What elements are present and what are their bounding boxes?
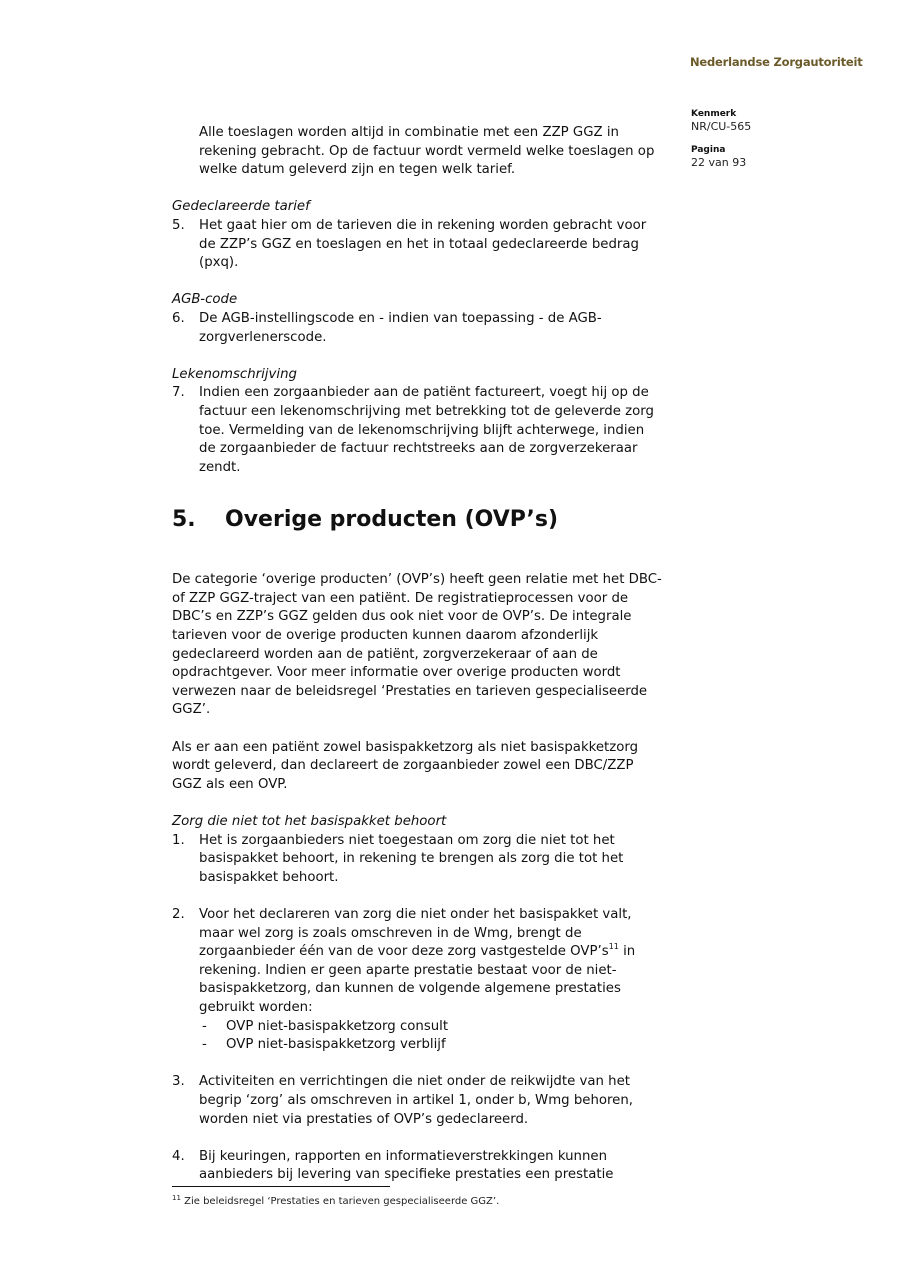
intro-paragraph: [172, 124, 692, 180]
bullet-text: OVP niet-basispakketzorg verblijf: [226, 1037, 446, 1053]
list-number: 2.: [172, 906, 185, 922]
bullet-marker: -: [202, 1037, 207, 1053]
text-line: Het gaat hier om de tarieven die in rekening worden gebracht voor: [199, 217, 647, 233]
text-line: (pxq).: [199, 255, 239, 271]
text-line: basispakket behoort.: [199, 869, 339, 885]
text-line: DBC’s en ZZP’s GGZ gelden dus ook niet voor de OVP’s. De integrale: [172, 609, 632, 625]
text-fragment: in: [618, 944, 636, 960]
text-line: Als er aan een patiënt zowel basispakketzorg als niet basispakketzorg: [172, 739, 639, 755]
text-line: toe. Vermelding van de lekenomschrijving blijft achterwege, indien: [199, 422, 645, 438]
footnote-separator: [172, 1186, 390, 1187]
text-line: De categorie ‘overige producten’ (OVP’s) heeft geen relatie met het DBC-: [172, 572, 662, 588]
footnote-text: Zie beleidsregel ‘Prestaties en tarieven gespecialiseerde GGZ’.: [184, 1196, 500, 1207]
footnote-number: 11: [172, 1194, 181, 1202]
kenmerk-value: NR/CU-565: [691, 120, 752, 133]
text-line: Bij keuringen, rapporten en informatieverstrekkingen kunnen: [199, 1148, 607, 1164]
pagina-block: [691, 145, 746, 169]
text-line: verwezen naar de beleidsregel ‘Prestaties en tarieven gespecialiseerde: [172, 683, 648, 699]
text-line: de ZZP’s GGZ en toeslagen en het in totaal gedeclareerde bedrag: [199, 236, 639, 252]
text-line: welke datum geleverd zijn en tegen welk tarief.: [199, 162, 516, 178]
text-line: rekening gebracht. Op de factuur wordt vermeld welke toeslagen op: [199, 143, 655, 159]
text-line: Voor het declareren van zorg die niet onder het basispakket valt,: [199, 906, 632, 922]
kenmerk-block: [691, 109, 751, 133]
chapter-heading: [172, 507, 692, 533]
text-line: worden niet via prestaties of OVP’s gedeclareerd.: [199, 1111, 529, 1127]
chapter-paragraph: [172, 571, 692, 720]
subheading-gedeclareerde-tarief: Gedeclareerde tarief: [172, 199, 310, 215]
bullet-text: OVP niet-basispakketzorg consult: [226, 1018, 449, 1034]
text-line: Activiteiten en verrichtingen die niet onder de reikwijdte van het: [199, 1074, 630, 1090]
kenmerk-label: Kenmerk: [691, 109, 737, 119]
list-item: [172, 384, 692, 477]
list-item: [172, 906, 692, 1018]
text-line: of ZZP GGZ-traject van een patiënt. De registratieprocessen voor de: [172, 590, 629, 606]
text-line: zorgverlenerscode.: [199, 329, 327, 345]
pagina-value: 22 van 93: [691, 156, 747, 169]
text-line: de zorgaanbieder de factuur rechtstreeks aan de zorgverzekeraar: [199, 441, 638, 457]
chapter-number: 5.: [172, 507, 196, 533]
text-line: factuur een lekenomschrijving met betrekking tot de geleverde zorg: [199, 403, 654, 419]
text-line: GGZ’.: [172, 702, 211, 718]
list-item: [172, 1148, 692, 1185]
document-body: [172, 124, 692, 1185]
list-number: 5.: [172, 217, 185, 233]
text-line: GGZ als een OVP.: [172, 776, 288, 792]
text-fragment: zorgaanbieder één van de voor deze zorg vastgestelde OVP’s: [199, 944, 609, 960]
text-line: [199, 943, 692, 962]
text-line: Alle toeslagen worden altijd in combinatie met een ZZP GGZ in: [199, 125, 619, 140]
text-line: opdrachtgever. Voor meer informatie over overige producten wordt: [172, 665, 621, 681]
subheading-agb-code: AGB-code: [172, 292, 238, 308]
list-item: [172, 217, 692, 273]
bullet-marker: -: [202, 1018, 207, 1034]
text-line: gedeclareerd worden aan de patiënt, zorgverzekeraar of aan de: [172, 646, 598, 662]
chapter-title: Overige producten (OVP’s): [225, 507, 559, 533]
text-line: basispakket behoort, in rekening te brengen als zorg die tot het: [199, 851, 624, 867]
subheading-lekenomschrijving: Lekenomschrijving: [172, 366, 297, 382]
text-line: zendt.: [199, 459, 241, 475]
list-item: [172, 1073, 692, 1129]
text-line: De AGB-instellingscode en - indien van toepassing - de AGB-: [199, 310, 602, 326]
footnote-ref[interactable]: 11: [608, 942, 619, 952]
text-line: rekening. Indien er geen aparte prestatie bestaat voor de niet-: [199, 962, 617, 978]
pagina-label: Pagina: [691, 145, 726, 155]
text-line: basispakketzorg, dan kunnen de volgende algemene prestaties: [199, 981, 621, 997]
chapter-paragraph: [172, 739, 692, 795]
bullet-item: [172, 1018, 692, 1037]
list-number: 1.: [172, 832, 185, 848]
list-number: 3.: [172, 1074, 185, 1090]
text-line: gebruikt worden:: [199, 999, 313, 1015]
list-number: 4.: [172, 1148, 185, 1164]
list-number: 6.: [172, 310, 185, 326]
text-line: begrip ‘zorg’ als omschreven in artikel 1, onder b, Wmg behoren,: [199, 1092, 634, 1108]
subheading-basispakket: Zorg die niet tot het basispakket behoort: [172, 814, 447, 829]
footnote: [172, 1196, 499, 1207]
text-line: tarieven voor de overige producten kunnen daarom afzonderlijk: [172, 628, 599, 644]
text-line: Het is zorgaanbieders niet toegestaan om zorg die niet tot het: [199, 832, 615, 848]
text-line: wordt geleverd, dan declareert de zorgaanbieder zowel een DBC/ZZP: [172, 758, 634, 774]
text-line: Indien een zorgaanbieder aan de patiënt factureert, voegt hij op de: [199, 385, 649, 401]
text-line: aanbieders bij levering van specifieke prestaties een prestatie: [199, 1167, 614, 1183]
list-item: [172, 832, 692, 888]
text-line: maar wel zorg is zoals omschreven in de Wmg, brengt de: [199, 925, 582, 941]
bullet-item: [172, 1036, 692, 1055]
list-item: [172, 310, 692, 347]
list-number: 7.: [172, 385, 185, 401]
organisation-name: Nederlandse Zorgautoriteit: [690, 55, 863, 69]
